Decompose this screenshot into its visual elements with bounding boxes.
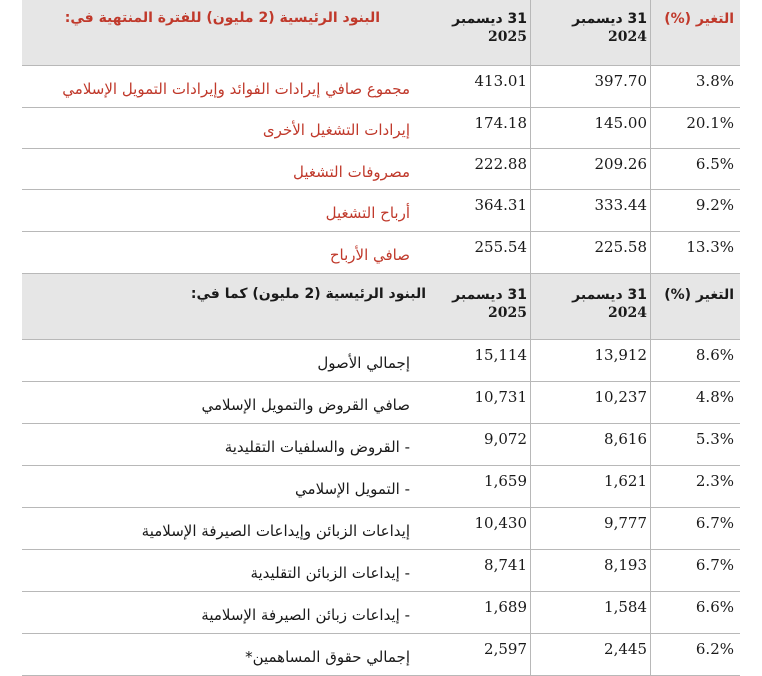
value-2024: 225.58 [594,238,647,256]
change-percent: 6.7% [695,556,734,574]
change-percent: 6.2% [695,640,734,658]
change-percent: 4.8% [695,388,734,406]
column-divider [530,66,531,107]
table1-col-2025-date: 31 ديسمبر [452,11,527,27]
column-divider [650,592,651,633]
row-label: أرباح التشغيل [325,204,410,222]
column-divider [530,108,531,148]
column-divider [650,108,651,148]
value-2025: 1,689 [484,598,527,616]
table2-col-2025-year: 2025 [488,305,527,321]
column-divider [650,66,651,107]
table-row [22,466,740,508]
table1-col-2025 [452,10,527,46]
row-label: إيداعات الزبائن وإيداعات الصيرفة الإسلامية [141,522,410,540]
column-divider [530,634,531,675]
column-divider [530,550,531,591]
column-divider [650,382,651,423]
table2-col-2024 [572,286,647,322]
table2-title: البنود الرئيسية (2 مليون) كما في: [190,286,426,302]
change-percent: 6.6% [695,598,734,616]
value-2024: 8,616 [604,430,647,448]
column-divider [650,466,651,507]
value-2025: 10,430 [474,514,527,532]
value-2024: 8,193 [604,556,647,574]
column-divider [530,232,531,273]
value-2024: 333.44 [594,196,647,214]
value-2025: 1,659 [484,472,527,490]
column-divider [650,190,651,231]
table-row [22,190,740,232]
table-row [22,592,740,634]
change-percent: 5.3% [695,430,734,448]
value-2024: 1,621 [604,472,647,490]
column-divider [530,274,531,339]
change-percent: 2.3% [695,472,734,490]
table2-col-change: التغير (%) [664,287,734,303]
column-divider [530,149,531,189]
table-row [22,66,740,108]
value-2025: 413.01 [474,72,527,90]
table2-col-2024-year: 2024 [608,305,647,321]
value-2024: 2,445 [604,640,647,658]
column-divider [650,424,651,465]
value-2024: 209.26 [594,155,647,173]
value-2025: 9,072 [484,430,527,448]
value-2025: 255.54 [474,238,527,256]
table-row [22,382,740,424]
column-divider [530,466,531,507]
table1-col-2024-year: 2024 [608,29,647,45]
table1-col-2024-date: 31 ديسمبر [572,11,647,27]
change-percent: 9.2% [695,196,734,214]
table-row [22,340,740,382]
financial-highlights-table [22,0,740,676]
table-row [22,550,740,592]
table1-col-change: التغير (%) [664,11,734,27]
column-divider [650,232,651,273]
row-label: إجمالي الأصول [317,354,410,372]
column-divider [530,424,531,465]
table-row [22,149,740,190]
column-divider [530,340,531,381]
row-label: - إيداعات زبائن الصيرفة الإسلامية [201,606,410,624]
change-percent: 8.6% [695,346,734,364]
table1-title: البنود الرئيسية (2 مليون) للفترة المنتهية في: [64,10,380,26]
column-divider [650,634,651,675]
table2-col-2025-date: 31 ديسمبر [452,287,527,303]
value-2025: 364.31 [474,196,527,214]
value-2024: 1,584 [604,598,647,616]
change-percent: 20.1% [686,114,734,132]
table1-col-2025-year: 2025 [488,29,527,45]
row-label: - إيداعات الزبائن التقليدية [250,564,410,582]
column-divider [530,382,531,423]
table2-header [22,274,740,340]
value-2024: 397.70 [594,72,647,90]
table-row [22,508,740,550]
value-2025: 15,114 [474,346,527,364]
value-2024: 9,777 [604,514,647,532]
table1-header [22,0,740,66]
table-row [22,634,740,676]
column-divider [530,592,531,633]
column-divider [530,0,531,65]
row-label: صافي الأرباح [329,246,410,264]
column-divider [650,0,651,65]
value-2025: 2,597 [484,640,527,658]
row-label: مجموع صافي إيرادات الفوائد وإيرادات التمويل الإسلامي [62,80,410,98]
table-row [22,232,740,274]
table-row [22,108,740,149]
column-divider [650,274,651,339]
value-2025: 8,741 [484,556,527,574]
column-divider [530,508,531,549]
table-row [22,424,740,466]
row-label: صافي القروض والتمويل الإسلامي [201,396,410,414]
table2-col-2025 [452,286,527,322]
row-label: إيرادات التشغيل الأخرى [262,121,410,139]
row-label: إجمالي حقوق المساهمين* [245,648,410,666]
value-2025: 174.18 [474,114,527,132]
change-percent: 3.8% [695,72,734,90]
value-2024: 13,912 [594,346,647,364]
value-2025: 10,731 [474,388,527,406]
row-label: - القروض والسلفيات التقليدية [224,438,410,456]
change-percent: 6.7% [695,514,734,532]
change-percent: 6.5% [695,155,734,173]
column-divider [650,149,651,189]
value-2025: 222.88 [474,155,527,173]
value-2024: 145.00 [594,114,647,132]
row-label: - التمويل الإسلامي [295,480,410,498]
table2-col-2024-date: 31 ديسمبر [572,287,647,303]
table1-col-2024 [572,10,647,46]
column-divider [650,550,651,591]
column-divider [650,340,651,381]
row-label: مصروفات التشغيل [293,163,410,181]
column-divider [650,508,651,549]
change-percent: 13.3% [686,238,734,256]
value-2024: 10,237 [594,388,647,406]
column-divider [530,190,531,231]
